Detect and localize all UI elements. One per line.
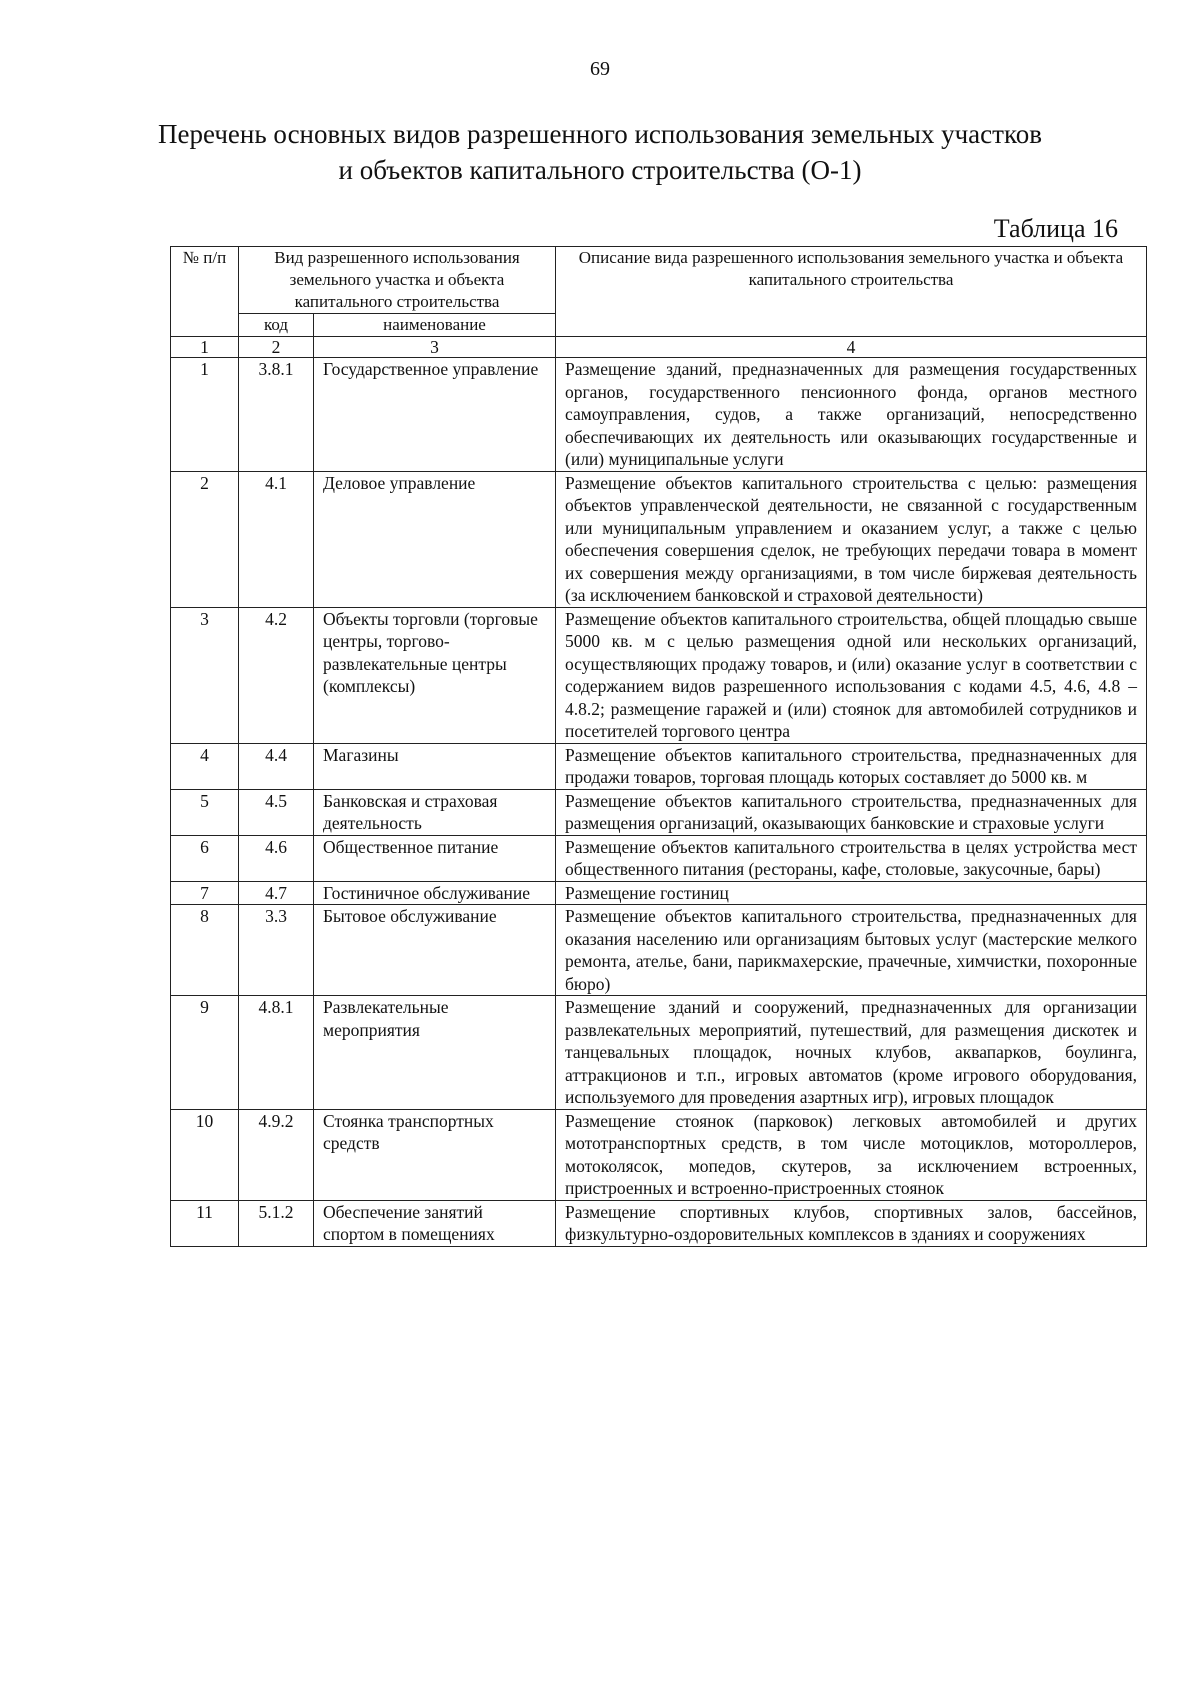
column-number: 1 [171, 337, 239, 358]
row-number: 7 [171, 881, 239, 905]
table-row [171, 743, 1147, 789]
row-number: 8 [171, 905, 239, 996]
table-row [171, 607, 1147, 743]
use-description: Размещение объектов капитального строительства с целью: размещения объектов управленческой деятельности, не связанной с государственным или муниципальным управлением и оказанием услуг, а также с целью обеспечения совершения сделок, не требующих передачи товара в момент их совершения между организациями, в том числе биржевая деятельность (за исключением банковской и страховой деятельности) [556, 471, 1147, 607]
use-name: Государственное управление [314, 358, 556, 472]
use-name: Бытовое обслуживание [314, 905, 556, 996]
use-description: Размещение объектов капитального строительства, предназначенных для продажи товаров, торговая площадь которых составляет до 5000 кв. м [556, 743, 1147, 789]
use-code: 3.3 [239, 905, 314, 996]
use-name: Магазины [314, 743, 556, 789]
use-code: 4.9.2 [239, 1109, 314, 1200]
use-description: Размещение гостиниц [556, 881, 1147, 905]
use-name: Деловое управление [314, 471, 556, 607]
page-title [120, 116, 1080, 188]
use-code: 5.1.2 [239, 1200, 314, 1246]
table-row [171, 789, 1147, 835]
use-name: Гостиничное обслуживание [314, 881, 556, 905]
use-description: Размещение объектов капитального строительства, общей площадью свыше 5000 кв. м с целью размещения одной или нескольких организаций, осуществляющих продажу товаров, и (или) оказание услуг в соответствии с содержанием видов разрешенного использования с кодами 4.5, 4.6, 4.8 – 4.8.2; размещение гаражей и (или) стоянок для автомобилей сотрудников и посетителей торгового центра [556, 607, 1147, 743]
use-code: 4.5 [239, 789, 314, 835]
row-number: 3 [171, 607, 239, 743]
table-row [171, 471, 1147, 607]
table-body [171, 358, 1147, 1247]
use-code: 4.2 [239, 607, 314, 743]
table-row [171, 1109, 1147, 1200]
use-name: Банковская и страховая деятельность [314, 789, 556, 835]
use-code: 4.4 [239, 743, 314, 789]
table-row [171, 996, 1147, 1110]
row-number: 11 [171, 1200, 239, 1246]
land-use-table [170, 246, 1147, 1247]
page-number: 69 [590, 58, 610, 80]
row-number: 4 [171, 743, 239, 789]
use-description: Размещение стоянок (парковок) легковых автомобилей и других мототранспортных средств, в том числе мотоциклов, мотороллеров, мотоколясок, мопедов, скутеров, за исключением встроенных, пристроенных и встроенно-пристроенных стоянок [556, 1109, 1147, 1200]
use-name: Развлекательные мероприятия [314, 996, 556, 1110]
use-description: Размещение объектов капитального строительства, предназначенных для оказания населению или организациям бытовых услуг (мастерские мелкого ремонта, ателье, бани, парикмахерские, прачечные, химчистки, похоронные бюро) [556, 905, 1147, 996]
use-name: Объекты торговли (торговые центры, торгово-развлекательные центры (комплексы) [314, 607, 556, 743]
use-code: 4.6 [239, 835, 314, 881]
use-code: 4.8.1 [239, 996, 314, 1110]
row-number: 9 [171, 996, 239, 1110]
column-number: 3 [314, 337, 556, 358]
row-number: 10 [171, 1109, 239, 1200]
use-name: Стоянка транспортных средств [314, 1109, 556, 1200]
table-row [171, 1200, 1147, 1246]
use-code: 4.7 [239, 881, 314, 905]
use-description: Размещение объектов капитального строительства в целях устройства мест общественного питания (рестораны, кафе, столовые, закусочные, бары) [556, 835, 1147, 881]
header-no: № п/п [171, 247, 239, 337]
column-number: 4 [556, 337, 1147, 358]
row-number: 2 [171, 471, 239, 607]
row-number: 1 [171, 358, 239, 472]
use-code: 4.1 [239, 471, 314, 607]
use-name: Общественное питание [314, 835, 556, 881]
use-description: Размещение объектов капитального строительства, предназначенных для размещения организаций, оказывающих банковские и страховые услуги [556, 789, 1147, 835]
header-name: наименование [314, 314, 556, 337]
row-number: 6 [171, 835, 239, 881]
use-description: Размещение спортивных клубов, спортивных залов, бассейнов, физкультурно-оздоровительных комплексов в зданиях и сооружениях [556, 1200, 1147, 1246]
table-row [171, 881, 1147, 905]
column-number: 2 [239, 337, 314, 358]
use-description: Размещение зданий и сооружений, предназначенных для организации развлекательных мероприятий, путешествий, для размещения дискотек и танцевальных площадок, ночных клубов, аквапарков, боулинга, аттракционов и т.п., игровых автоматов (кроме игрового оборудования, используемого для проведения азартных игр), игровых площадок [556, 996, 1147, 1110]
use-code: 3.8.1 [239, 358, 314, 472]
table-row [171, 358, 1147, 472]
header-description: Описание вида разрешенного использования земельного участка и объекта капитального строительства [556, 247, 1147, 337]
use-name: Обеспечение занятий спортом в помещениях [314, 1200, 556, 1246]
row-number: 5 [171, 789, 239, 835]
table-caption: Таблица 16 [993, 214, 1118, 243]
column-number-row [171, 337, 1147, 358]
header-code: код [239, 314, 314, 337]
title-line-2: и объектов капитального строительства (О-1) [338, 155, 862, 185]
table-row [171, 835, 1147, 881]
use-description: Размещение зданий, предназначенных для размещения государственных органов, государственного пенсионного фонда, органов местного самоуправления, судов, а также организаций, непосредственно обеспечивающих их деятельность или оказывающих государственные и (или) муниципальные услуги [556, 358, 1147, 472]
header-use-type: Вид разрешенного использования земельного участка и объекта капитального строительства [239, 247, 556, 314]
table-row [171, 905, 1147, 996]
table-head [171, 247, 1147, 358]
title-line-1: Перечень основных видов разрешенного использования земельных участков [158, 119, 1042, 149]
